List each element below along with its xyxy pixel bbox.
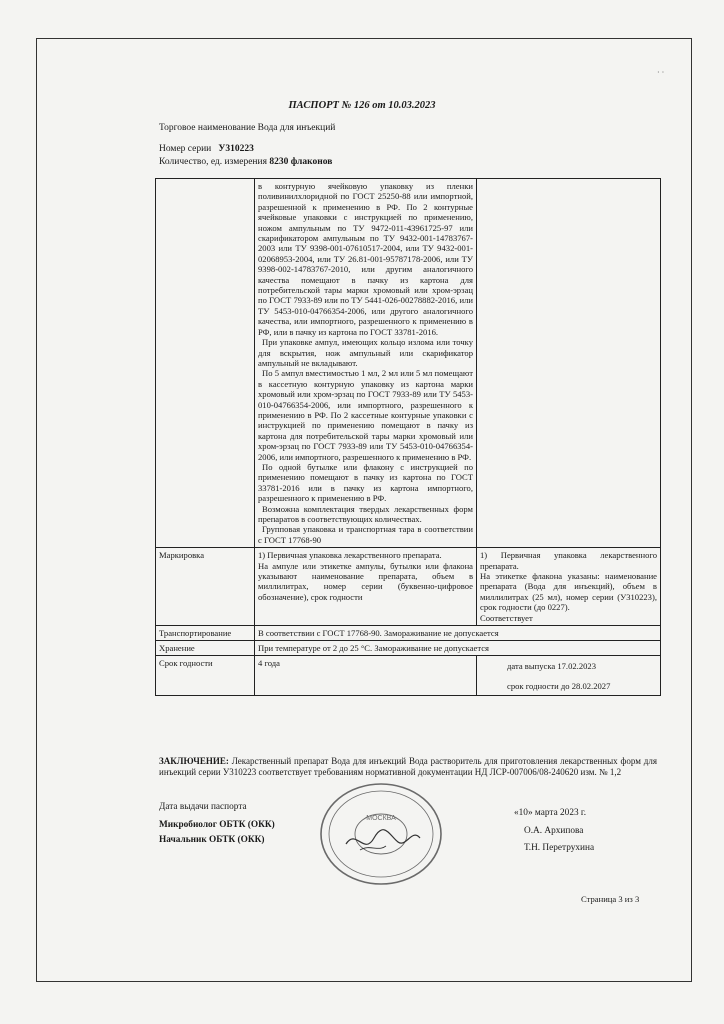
round-stamp-icon — [316, 778, 446, 888]
packaging-label-cell — [156, 179, 255, 548]
trade-name: Торговое наименование Вода для инъекций — [159, 123, 336, 133]
conclusion-label: ЗАКЛЮЧЕНИЕ: — [159, 756, 229, 766]
microbiologist-label: Микробиолог ОБТК (ОКК) — [159, 820, 275, 830]
packaging-paragraph: При упаковке ампул, имеющих кольцо излома или точку для вскрытия, нож ампульный или скарификатор ампульный не вкладывают. — [258, 337, 473, 368]
packaging-paragraph: в контурную ячейковую упаковку из пленки поливинилхлоридной по ГОСТ 25250-88 или импортной, разрешенной к применению в РФ. По 2 контурные ячейковые упаковки с инструкцией по применению, ножом ампульным по ТУ 9472-011-43961725-97 или скарификатором ампульным по ТУ 9432-001-14783767-2003 или ТУ 9398-001-07610517-2004, или ТУ 9432-001-02068953-2004, или ТУ 26.81-001-95787178-2006, или ТУ 9398-002-14783767-2010, или другим аналогичного качества помещают в пачку из картона для потребительской тары марки хромовый или хром-эрзац по ГОСТ 7933-89 или по ТУ 5441-026-00278882-2016, или ТУ 5453-010-04766354-2006, или другого аналогичного качества, или импортного, разрешенного к применению в РФ, или в пачку из картона по ГОСТ 33781-2016. — [258, 181, 473, 337]
table-row — [156, 656, 661, 696]
marking-result-title: 1) Первичная упаковка лекарственного препарата. — [480, 550, 657, 571]
packaging-paragraph: Групповая упаковка и транспортная тара в соответствии с ГОСТ 17768-90 — [258, 524, 473, 545]
marking-spec-cell — [255, 548, 477, 626]
microbiologist-name: О.А. Архипова — [524, 826, 584, 836]
transport-label: Транспортирование — [156, 626, 255, 641]
marking-spec-text: На ампуле или этикетке ампулы, бутылки или флакона указывают наименование препарата, объем в миллилитрах, номер серии (буквенно-цифровое обозначение), срок годности — [258, 560, 473, 602]
table-row — [156, 626, 661, 641]
conclusion — [159, 756, 657, 778]
transport-text: В соответствии с ГОСТ 17768-90. Замораживание не допускается — [255, 626, 661, 641]
packaging-result-cell — [477, 179, 661, 548]
stamp-center-text: МОСКВА — [366, 815, 396, 822]
table-row — [156, 641, 661, 656]
release-date: дата выпуска 17.02.2023 — [507, 661, 597, 672]
issue-date-value: «10» марта 2023 г. — [514, 808, 587, 818]
table-row — [156, 179, 661, 548]
series-line — [159, 144, 254, 154]
marking-result-cell — [477, 548, 661, 626]
packaging-paragraph: Возможна комплектация твердых лекарственных форм препаратов в соответствующих количествах. — [258, 503, 473, 524]
page-number: Страница 3 из 3 — [581, 894, 640, 904]
shelf-value: 4 года — [255, 656, 477, 696]
quantity-label: Количество, ед. измерения — [159, 157, 267, 167]
series-label: Номер серии — [159, 144, 212, 154]
packaging-paragraph: По 5 ампул вместимостью 1 мл, 2 мл или 5 мл помещают в кассетную контурную упаковку из картона марки хромовый или хром-эрзац по ГОСТ 7933-89 или ТУ 5453-010-04766354-2006, или импортного, разрешенного к применению в РФ. По 2 кассетные контурные упаковки с инструкцией по применению помещают в пачку из картона для потребительской тары марки хромовый или хром-эрзац по ГОСТ 7933-89 или ТУ 5453-010-04766354-2006, или импортного, разрешенного к применению в РФ. — [258, 368, 473, 462]
quantity-line — [159, 157, 332, 167]
passport-title: ПАСПОРТ № 126 от 10.03.2023 — [288, 100, 436, 111]
issue-date-label: Дата выдачи паспорта — [159, 802, 247, 812]
head-label: Начальник ОБТК (ОКК) — [159, 835, 265, 845]
packaging-paragraph: По одной бутылке или флакону с инструкцией по применению помещают в пачку из картона по ГОСТ 33781-2016 или в пачку из картона импортного, разрешенного к применению в РФ. — [258, 461, 473, 504]
table-row — [156, 548, 661, 626]
marking-spec-title: 1) Первичная упаковка лекарственного препарата. — [258, 550, 442, 561]
shelf-label: Срок годности — [156, 656, 255, 696]
packaging-text-cell — [255, 179, 477, 548]
spec-table — [155, 178, 661, 696]
storage-text: При температуре от 2 до 25 °С. Замораживание не допускается — [255, 641, 661, 656]
marking-result-status: Соответствует — [480, 612, 533, 623]
marking-result-text: На этикетке флакона указаны: наименование препарата (Вода для инъекций), объем в миллилитрах (25 мл), номер серии (У310223), срок годности (до 0227). — [480, 571, 657, 613]
storage-label: Хранение — [156, 641, 255, 656]
conclusion-text: Лекарственный препарат Вода для инъекций Вода растворитель для приготовления лекарственных форм для инъекций серии У310223 соответствует требованиям нормативной документации НД ЛСР-007006/08-240620 изм. № 1,2 — [159, 756, 657, 777]
marking-label: Маркировка — [156, 548, 255, 626]
head-name: Т.Н. Перетрухина — [524, 843, 595, 853]
scan-mark-icon: · · — [657, 68, 665, 77]
shelf-dates-cell — [477, 656, 661, 696]
expiry-date: срок годности до 28.02.2027 — [507, 680, 611, 691]
series-value: У310223 — [218, 144, 254, 154]
quantity-value: 8230 флаконов — [269, 157, 333, 167]
